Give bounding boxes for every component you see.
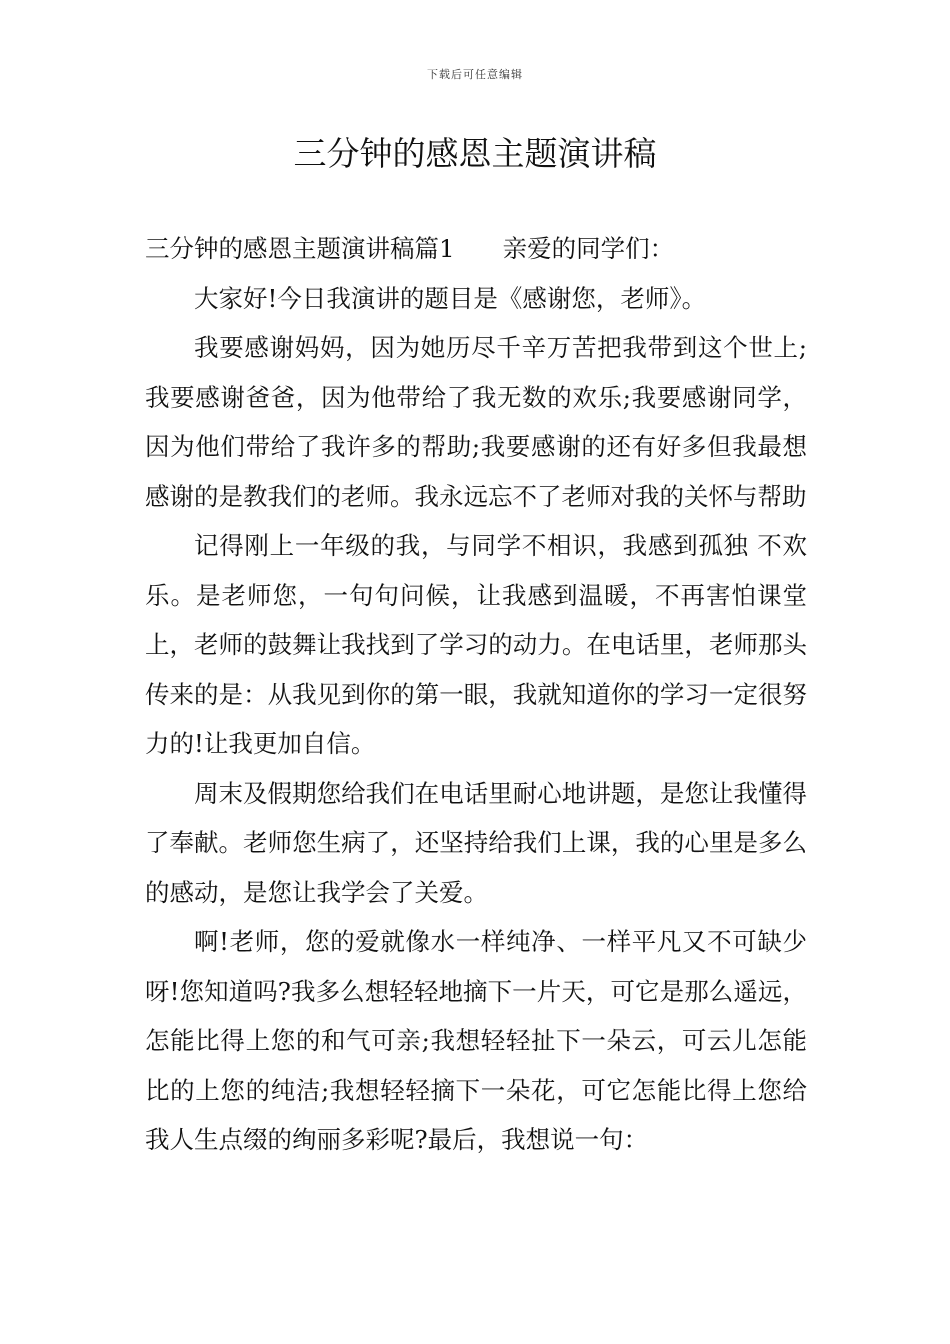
document-title: 三分钟的感恩主题演讲稿 xyxy=(293,134,657,173)
paragraph: 周末及假期您给我们在电话里耐心地讲题，是您让我懂得了奉献。老师您生病了，还坚持给我们上课，我的心里是多么的感动，是您让我学会了关爱。 xyxy=(145,778,807,907)
document-body xyxy=(145,224,807,1165)
paragraph: 我要感谢妈妈，因为她历尽千辛万苦把我带到这个世上;我要感谢爸爸，因为他带给了我无数的欢乐;我要感谢同学，因为他们带给了我许多的帮助;我要感谢的还有好多但我最想感谢的是教我们的老师。我永远忘不了老师对我的关怀与帮助 xyxy=(145,333,807,511)
header-note: 下载后可任意编辑 xyxy=(427,68,523,81)
intro-line xyxy=(145,224,807,274)
paragraph: 记得刚上一年级的我，与同学不相识，我感到孤独 不欢乐。是老师您，一句句问候，让我感到温暖，不再害怕课堂上，老师的鼓舞让我找到了学习的动力。在电话里，老师那头传来的是：从我见到你的第一眼，我就知道你的学习一定很努力的!让我更加自信。 xyxy=(145,531,807,758)
paragraph: 啊!老师，您的爱就像水一样纯净、一样平凡又不可缺少呀!您知道吗?我多么想轻轻地摘下一片天，可它是那么遥远，怎能比得上您的和气可亲;我想轻轻扯下一朵云，可云儿怎能比的上您的纯洁;我想轻轻摘下一朵花，可它怎能比得上您给我人生点缀的绚丽多彩呢?最后，我想说一句： xyxy=(145,927,807,1154)
salutation: 亲爱的同学们： xyxy=(502,234,675,263)
section-subheading: 三分钟的感恩主题演讲稿篇1 xyxy=(145,234,455,263)
paragraph: 大家好!今日我演讲的题目是《感谢您，老师》。 xyxy=(194,283,707,313)
